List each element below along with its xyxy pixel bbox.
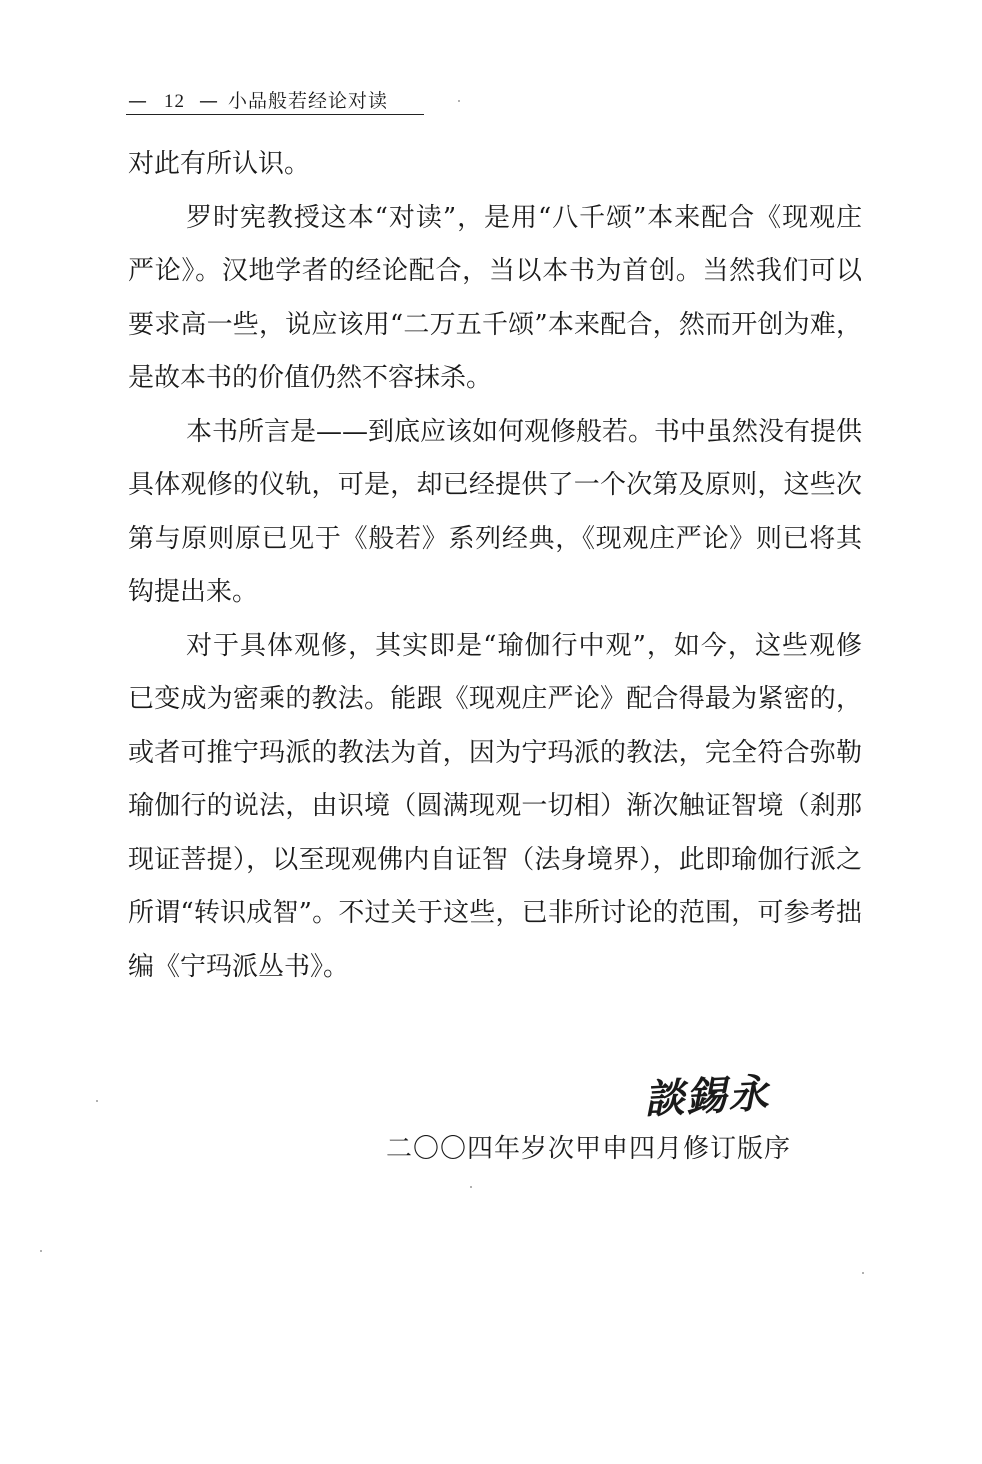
paragraph-4: 对于具体观修，其实即是“瑜伽行中观”，如今，这些观修已变成为密乘的教法。能跟《现观庄严论》配合得最为紧密的，或者可推宁玛派的教法为首，因为宁玛派的教法，完全符合弥勒瑜伽行的说法，由识境（圆满现观一切相）渐次触证智境（刹那现证菩提），以至现观佛内自证智（法身境界），此即瑜伽行派之所谓“转识成智”。不过关于这些，已非所讨论的范围，可参考拙编《宁玛派丛书》。 — [128, 630, 862, 982]
scan-speck — [470, 1186, 472, 1188]
body-text — [128, 138, 862, 994]
paragraph-1: 对此有所认识。 — [128, 149, 311, 179]
paragraph-2: 罗时宪教授这本“对读”，是用“八千颂”本来配合《现观庄严论》。汉地学者的经论配合，当以本书为首创。当然我们可以要求高一些，说应该用“二万五千颂”本来配合，然而开创为难，是故本书的价值仍然不容抹杀。 — [128, 202, 862, 393]
signature: 談錫永 — [643, 1069, 772, 1124]
date-line: 二〇〇四年岁次甲申四月修订版序 — [386, 1134, 792, 1164]
scan-speck — [458, 100, 460, 102]
scan-speck — [40, 1250, 42, 1252]
paragraph-3: 本书所言是——到底应该如何观修般若。书中虽然没有提供具体观修的仪轨，可是，却已经提供了一个次第及原则，这些次第与原则原已见于《般若》系列经典，《现观庄严论》则已将其钩提出来。 — [128, 416, 863, 607]
header-rule — [126, 114, 424, 115]
header-dash-left: — — [128, 90, 148, 112]
scan-speck — [96, 1100, 98, 1102]
page-number: 12 — [164, 91, 185, 112]
running-header — [128, 86, 388, 113]
header-dash-right: — — [199, 90, 219, 112]
book-title: 小品般若经论对读 — [228, 90, 389, 112]
scan-speck — [862, 1272, 864, 1274]
